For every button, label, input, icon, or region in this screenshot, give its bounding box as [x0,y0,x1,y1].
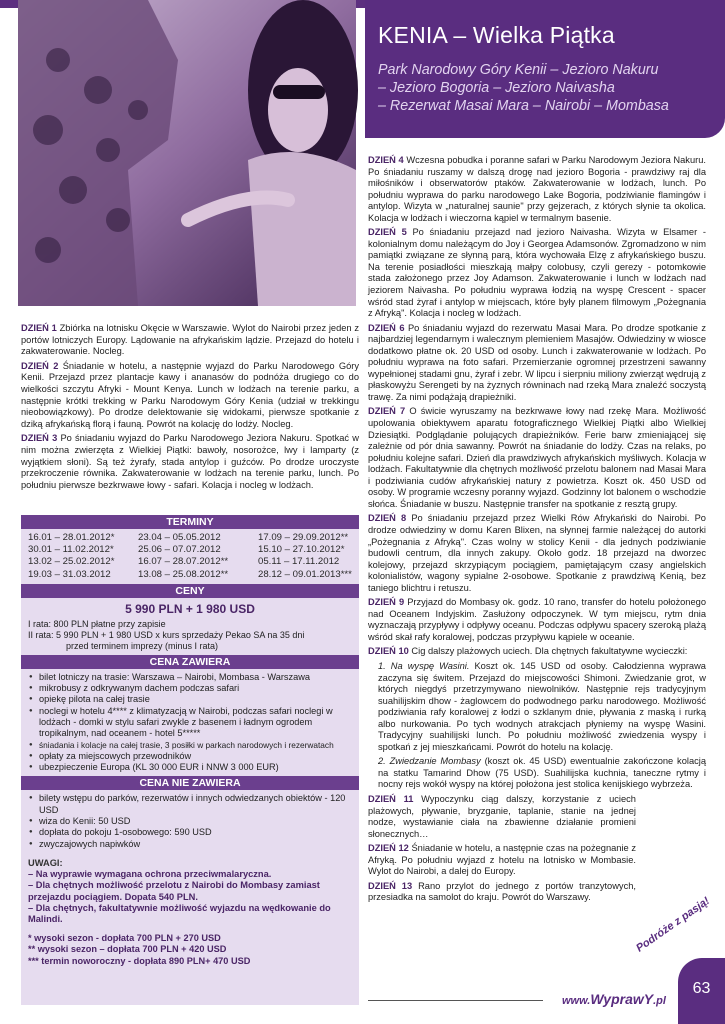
day-text: Po śniadaniu wyjazd do rezerwatu Masai Mara. Po drodze spotkanie z najbardziej legendarnym i walecznym plemieniem Masajów. Odwiedziny w wiosce dodatkowo płatne ok. 20 USD od osoby. Lunch i zakwaterowanie w lodżach. Po południu wyprawa na foto safari. Przemierzanie ogromnej przestrzeni sawanny wypełnionej stadami gnu, żyraf i zebr. W lipcu i sierpniu miliony zwierząt wędrują z płaskowyżu Serengeti by na żyznych równinach nad rzeką Mara znaleźć soczystą trawę. Za nimi podążają drapieżniki. [368,322,706,402]
day-text: O świcie wyruszamy na bezkrwawe łowy nad rzekę Mara. Możliwość upolowania obiektywem aparatu fotograficznego Wielkiej Piątki albo Wielkiej Dziesiątki. Podglądanie polujących drapieżników. Ferie barw zmieniającej się zależnie od pór dnia sawanny. Powrót na śniadanie do lodży. Czas na relaks, po południu kolejne safari. Dzień dla prawdziwych afrykańskich myśliwych. Kolacja w lodżach. Fakultatywnie dla chętnych możliwość przelotu balonem nad Masai Mara i podziwiania cudów afrykańskiej natury z powietrza. Koszt ok. 450 USD od osoby. W programie wczesny poranny wyjazd. Godzinny lot balonem o wschodzie słońca. Śniadanie w buszu. Następnie transfer na spotkanie z resztą grupy. [368,406,706,509]
notes-heading: UWAGI: [28,857,63,868]
list-item: ● ubezpieczenie Europa (KL 30 000 EUR i NNW 3 000 EUR) [29,762,353,773]
website[interactable] [562,991,666,1007]
day-label: DZIEŃ 1 [21,323,57,333]
day-text: Po śniadaniu wyjazd do Parku Narodowego Jeziora Nakuru. Spotkać w nim można zwierzęta z Wielkiej Piątki: bawoły, nosorożce, lwy i lamparty (z wyjątkiem słoni). Są też żyrafy, stada antylop i guźców. Po drodze uroczyste przekroczenie równika. Zakwaterowanie w lodżach na terenie parku, lunch. Po południu pierwsze bezkrwawe łowy - safari. Kolacja i nocleg w lodżach. [21,433,359,490]
day-13 [368,881,706,904]
day-text: Wypoczynku ciąg dalszy, korzystanie z uciech plażowych, pływanie, bryzganie, taplanie, stanie na jednej nodze, wystawianie ciała na zbawienne działanie promieni słonecznych… [368,793,636,839]
term-cell: 30.01 – 11.02.2012* [28,544,114,556]
page-number: 63 [678,958,725,1024]
nie-zawiera-list [21,790,359,852]
notes [21,853,359,925]
day-label: DZIEŃ 3 [21,433,58,444]
price: 5 990 PLN + 1 980 USD [125,601,255,616]
term-cell: 05.11 – 17.11.2012 [258,556,340,568]
zawiera-list [21,669,359,777]
zawiera-heading: CENA ZAWIERA [21,655,359,669]
slogan-stamp [630,894,713,970]
term-cell: 13.08 – 25.08.2012** [138,568,229,580]
route-line-3: – Rezerwat Masai Mara – Nairobi – Mombasa [378,98,669,114]
season-line: *** termin noworoczny - dopłata 890 PLN+ 470 USD [28,955,251,966]
day-text: Przyjazd do Mombasy ok. godz. 10 rano, transfer do hotelu położonego nad Oceanem Indyjskim. Zasłużony odpoczynek. W tym miejscu, rytm dnia wyznaczają przypływy i odpływy oceanu. Podczas odpływu spacery szeroką plażą wśród skał rafy koralowej, podczas przypływu kąpiele w oceanie. [368,597,706,642]
day-8 [368,513,706,594]
list-item: ● opiekę pilota na całej trasie [29,694,353,705]
page-title: KENIA – Wielka Piątka [378,22,615,48]
day-label: DZIEŃ 11 [368,793,414,804]
day-text: Wczesna pobudka i poranne safari w Parku Narodowym Jeziora Nakuru. Po śniadaniu ruszamy w dalszą drogę nad jezioro Bogoria - prawdziwy raj dla miłośników i obserwatorów ptaków. Zakwaterowanie w lodżach, lunch. Po południu wyprawa do parku narodowego Lake Bogoria, podziwianie flamingów i antylop. Wizyta w „naturalnej saunie" przy gejzerach, z których słynie ta okolica. Kolacja w lodżach i wieczorna kąpiel w termalnym basenie. [368,155,706,223]
slogan-text: Podróże z pasją! [634,894,713,955]
day-label: DZIEŃ 5 [368,227,407,238]
itinerary-right [368,155,706,907]
season-line: ** wysoki sezon – dopłata 700 PLN + 420 USD [28,944,227,955]
day-text: Po śniadaniu przejazd nad jezioro Naivasha. Wizyta w Elsamer - kolonialnym domu należącym do Joy i Georgea Adamsonów. Zgromadzono w nim pamiątki związane ze słynną parą, która wychowała Elzę z afrykańskiego buszu. Na terenie posiadłości mieszkają małpy colobusy, czyli gerezy - potomkowie stada założonego przez Joy Adamson. Zakwaterowanie i lunch w lodżach nad jeziorem Naivasha. Po południu wyprawa łodzią na wyspę Crescent - spacer wśród stad żyraf i antylop w miejscach, które były planem filmowym „Pożegnania z Afryką". Kolacja i nocleg w lodżach. [368,227,706,319]
note-line: – Dla chętnych możliwość przelotu z Nairobi do Mombasy zamiast przejazdu pociągiem. Dopata 540 PLN. [28,880,320,902]
day-text: Śniadanie w hotelu, a następnie wyjazd do Parku Narodowego Góry Kenii. Przejazd przez plantacje kawy i ananasów do podnóża drugiego co do wielkości szczytu Afryki - Mount Kenya. Lunch w lodżach na terenie parku, a następnie krótki trekking w Parku Narodowym Góry Kenia (udział w trekkingu nieobowiązkowy). Po drodze delektowanie się widokami, pierwsze spotkanie z dziką afrykańską florą i fauną. Powrót na kolację do lodży. Nocleg. [21,360,359,429]
term-cell: 19.03 – 31.03.2012 [28,568,111,580]
list-item: ● noclegi w hotelu 4**** z klimatyzacją w Nairobi, podczas safari noclegi w lodżach - domki w stylu safari zwykle z basenem i ładnym ogrodem tropikalnym, nad oceanem - hotel 5***** [29,706,353,740]
day-text: Zbiórka na lotnisku Okęcie w Warszawie. Wylot do Nairobi przez jeden z portów lotniczych Europy. Lądowanie na afrykańskim lądzie. Przejazd do hotelu i zakwaterowanie. Nocleg. [21,323,359,357]
term-cell: 13.02 – 25.02.2012* [28,556,115,568]
day-text: Po śniadaniu przejazd przez Wielki Rów Afrykański do Nairobi. Po drodze odwiedziny w domu Karen Blixen, na słynnej farmie należącej do autorki „Pożegnania z Afryką". Czas wolny w stolicy Kenii - dla jednych podziwianie budowli centrum, dla innych zakupy. Około godz. 18 przejazd na dworzec kolejowy, przejazd skrzypiącym pociągiem, pamiętającym czasy angielskich kolonialistów, wagony sypialne 2-osobowe. Spotkanie z prawdziwą Kenią, bez taniego blichtru i retuszu. [368,513,706,593]
excursion-2 [368,756,706,791]
day-text: Rano przylot do jednego z portów tranzytowych, przesiadka na samolot do kraju. Powrót do Warszawy. [368,880,636,903]
note-line: – Na wyprawie wymagana ochrona przeciwmalaryczna. [28,869,272,880]
day-label: DZIEŃ 7 [368,406,406,417]
day-text: Śniadanie w hotelu, a następnie czas na pożegnanie z Afryką. Po południu wyjazd z hotelu na lotnisko w Mombasie. Wylot do Nairobi, a dalej do Europy. [368,843,636,877]
site-suffix: .pl [653,995,666,1007]
list-item: ● wiza do Kenii: 50 USD [29,816,353,827]
term-cell: 15.10 – 27.10.2012* [258,544,345,556]
day-label: DZIEŃ 12 [368,843,409,854]
list-item: ● opłaty za miejscowych przewodników [29,751,353,762]
terminy-table [21,529,359,584]
list-item: ● bilet lotniczy na trasie: Warszawa – Nairobi, Mombasa - Warszawa [29,672,353,683]
term-cell: 28.12 – 09.01.2013*** [258,568,352,580]
rata-2-cont: przed terminem imprezy (minus I rata) [66,640,219,651]
installments [21,619,359,655]
day-6 [368,323,706,404]
site-prefix: www. [562,995,591,1007]
day-label: DZIEŃ 6 [368,322,405,333]
day-10 [368,646,706,658]
term-cell: 17.09 – 29.09.2012** [258,532,349,543]
itinerary-left [21,323,359,494]
rata-2: II rata: 5 990 PLN + 1 980 USD x kurs sprzedaży Pekao SA na 35 dni [28,629,305,640]
info-box [21,515,359,1005]
excursion-label: 1. Na wyspę Wasini. [378,660,470,671]
day-7 [368,406,706,510]
day-label: DZIEŃ 8 [368,513,407,524]
excursion-1 [368,661,706,753]
day-1 [21,323,359,358]
day-5 [368,227,706,319]
site-main: WyprawY [590,991,654,1007]
nie-zawiera-heading: CENA NIE ZAWIERA [21,776,359,790]
day-label: DZIEŃ 2 [21,360,59,371]
giraffe-photo [18,0,356,306]
day-4 [368,155,706,224]
list-item: ● bilety wstępu do parków, rezerwatów i innych odwiedzanych obiektów - 120 USD [29,793,353,816]
note-line: – Dla chętnych, fakultatywnie możliwość wyjazdu na wędkowanie do Malindi. [28,902,331,924]
day-label: DZIEŃ 4 [368,155,404,165]
list-item: ● zwyczajowych napiwków [29,839,353,850]
day-label: DZIEŃ 13 [368,880,413,891]
header-panel [365,0,725,138]
terminy-heading: TERMINY [21,515,359,529]
day-12 [368,843,706,878]
season-surcharges [21,925,359,967]
excursion-text: Koszt ok. 145 USD od osoby. Całodzienna wyprawa zaczyna się świtem. Przejazd do miejscowości Shimoni. Zwiedzanie grot, w których niegdyś przetrzymywano niewolników. Następnie rejs tradycyjnym suahilijskim dhow - żaglowcem do podwodnego parku narodowego. Możliwość podziwiania rafy koralowej z łodzi o szklanym dnie, pływania z maską i rurką albo nurkowania. Po tych wodnych atrakcjach płyniemy na wyspę Wasini. Tradycyjny suahilijski lunch. Po południu możliwość zwiedzenia wyspy i spotkań z jej mieszkańcami. Powrót do hotelu na kolację. [378,660,706,752]
day-11 [368,794,706,840]
footer-divider [368,1000,543,1001]
day-9 [368,597,706,643]
list-item: ● śniadania i kolacje na całej trasie, 3 posiłki w parkach narodowych i rezerwatach [29,740,353,751]
day-label: DZIEŃ 9 [368,597,405,608]
rata-1: I rata: 800 PLN płatne przy zapisie [28,618,166,629]
term-cell: 16.01 – 28.01.2012* [28,532,115,543]
term-cell: 25.06 – 07.07.2012 [138,544,221,556]
route-line-1: Park Narodowy Góry Kenii – Jezioro Nakuru [378,62,659,78]
excursion-label: 2. Zwiedzanie Mombasy [378,756,481,767]
term-cell: 16.07 – 28.07.2012** [138,556,229,568]
list-item: ● mikrobusy z odkrywanym dachem podczas safari [29,683,353,694]
day-label: DZIEŃ 10 [368,646,409,657]
route-line-2: – Jezioro Bogoria – Jezioro Naivasha [378,80,615,96]
list-item: ● dopłata do pokoju 1-osobowego: 590 USD [29,827,353,838]
excursion-text: (koszt ok. 45 USD) ewentualnie zakończone kolacją na statku Tamarind Dhow (75 USD). Suahilijska kuchnia, taneczne rytmy i nocny rejs wokół wyspy na której położona jest stolica kenijskiego wybrzeża. [378,756,706,790]
day-3 [21,433,359,491]
term-cell: 23.04 – 05.05.2012 [138,532,221,543]
season-line: * wysoki sezon - dopłata 700 PLN + 270 USD [28,933,221,944]
day-text: Cig dalszy plażowych uciech. Dla chętnych fakultatywne wycieczki: [411,646,688,657]
ceny-heading: CENY [21,584,359,598]
day-2 [21,361,359,431]
